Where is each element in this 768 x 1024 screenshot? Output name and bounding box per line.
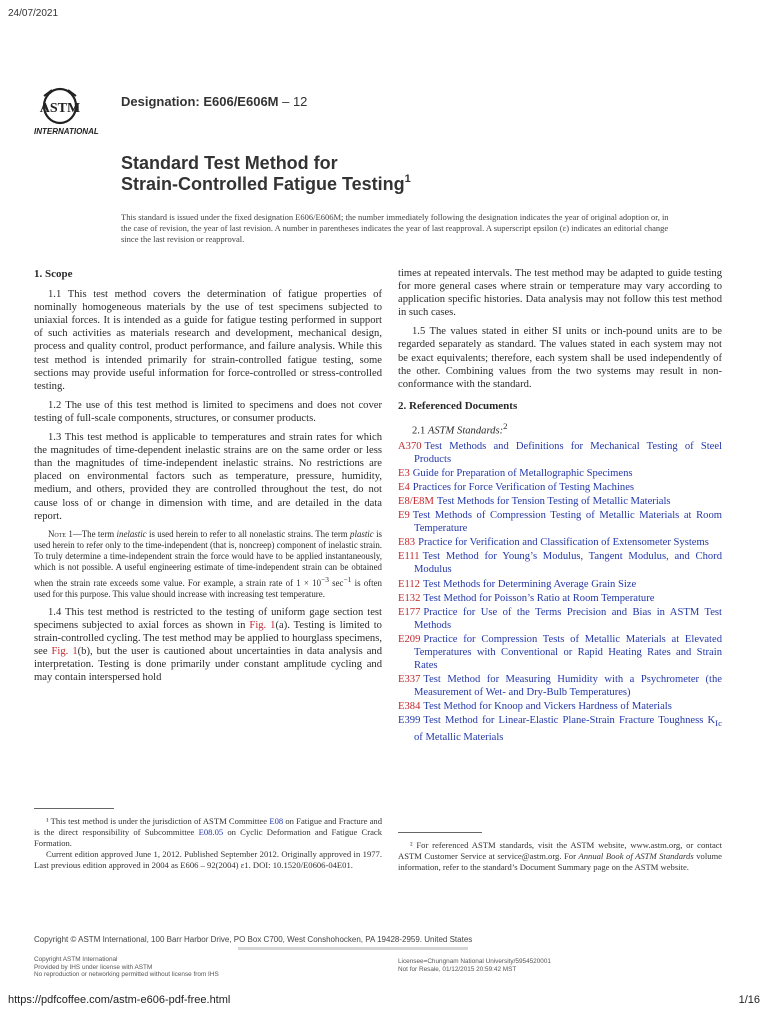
title-line-2: Strain-Controlled Fatigue Testing	[121, 174, 405, 194]
term-inelastic: inelastic	[116, 528, 147, 539]
reference-title: Test Method for Knoop and Vickers Hardness of Materials	[423, 701, 672, 713]
license-info-right: Licensee=Chungnam National University/5954520001 Not for Resale, 01/12/2015 20:59:42 MST	[398, 958, 551, 973]
reference-code-link[interactable]: E8/E8M	[398, 495, 434, 507]
current-edition-note: Current edition approved June 1, 2012. Published September 2012. Originally approved in 1977. Last previous edition approved in 2004 as E606 – 92(2004) ε1. DOI: 10.1520/E0606-04E01.	[34, 849, 382, 870]
astm-logo-mark	[40, 89, 80, 123]
print-date: 24/07/2021	[8, 8, 59, 19]
reference-item	[398, 673, 722, 699]
reference-item: E399 Test Method for Linear-Elastic Plane-Strain Fracture Toughness $K_{Ic}$ of Metallic Materials	[398, 715, 722, 743]
reference-item	[398, 550, 722, 576]
reference-code-link[interactable]: E3	[398, 467, 410, 479]
reference-title: Test Methods and Definitions for Mechanical Testing of Steel Products	[414, 440, 722, 465]
reference-item	[398, 633, 722, 672]
license-info-left: Copyright ASTM International Provided by IHS under license with ASTM No reproduction or networking permitted without license from IHS	[34, 956, 219, 979]
note-1: Note 1—The term inelastic is used herein to refer to all nonelastic strains. The term plastic is used herein to refer only to the time-independent (that is, noncreep) component of inelastic strain. To truly determine a time-independent strain the force would have to be applied instantaneously, which is not possible. A useful engineering estimate of time-independent strain can be obtained when the strain rate exceeds some value. For example, a strain rate of $1 \times 10^{-3}$ $\sec^{-1}$ is often used for this purpose. This value should increase with increasing test temperature.	[34, 528, 383, 599]
designation-revision: – 12	[278, 94, 308, 109]
reference-title: Test Methods for Determining Average Grain Size	[422, 578, 637, 590]
logo-text: ASTM	[39, 101, 81, 116]
reference-code-link[interactable]: E177	[398, 606, 421, 618]
reference-item	[398, 509, 722, 535]
reference-item	[398, 481, 722, 494]
reference-item	[398, 467, 722, 480]
astm-logo	[34, 84, 114, 138]
referenced-documents-heading: 2. Referenced Documents	[398, 399, 518, 412]
reference-item	[398, 536, 722, 549]
right-column	[398, 267, 722, 745]
left-column	[34, 268, 382, 690]
logo-subtext: INTERNATIONAL	[34, 127, 99, 136]
reference-item	[398, 440, 722, 466]
title-line-1: Standard Test Method for	[121, 153, 338, 173]
reference-code-link[interactable]: E132	[398, 592, 421, 604]
paragraph-1-5: 1.5 The values stated in either SI units or inch-pound units are to be regarded separately as standard. The values stated in each system may not be exact equivalents; therefore, each system shall be used independently of the other. Combining values from the two systems may result in non-conformance with the standard.	[398, 326, 722, 390]
reference-title: Practice for Verification and Classification of Extensometer Systems	[418, 537, 709, 549]
paragraph-1-1: 1.1 This test method covers the determination of fatigue properties of nominally homogeneous materials by the use of test specimens subjected to uniaxial forces. It is intended as a guide for fatigue testing performed in support of such activities as materials research and development, mechanical design, process and quality control, product performance, and failure analysis. While this test method is intended primarily for strain-controlled fatigue testing, some sections may provide useful information for force-controlled or stress-controlled testing.	[34, 289, 382, 392]
reference-item	[398, 700, 722, 713]
page-number: 1/16	[738, 994, 760, 1006]
paragraph-1-3: 1.3 This test method is applicable to temperatures and strain rates for which the magnitudes of time-dependent inelastic strains are on the same order or less than the magnitudes of time-independent inelastic strains. No restrictions are placed on environmental factors such as temperature, pressure, humidity, medium, and others, provided they are controlled throughout the test, do not cause loss of or change in dimension with time, and are detailed in the data report.	[34, 432, 382, 522]
reference-title: Practice for Compression Tests of Metallic Materials at Elevated Temperatures with Conventional or Rapid Heating Rates and Strain Rates	[414, 633, 722, 672]
reference-item	[398, 606, 722, 632]
term-plastic: plastic	[350, 528, 374, 539]
referenced-standards-list	[398, 440, 722, 714]
paragraph-1-4-continued: times at repeated intervals. The test method may be adapted to guide testing for more general cases where strain or temperature may vary according to application specific histories. Data analysis may not follow this test method in such cases.	[398, 268, 722, 319]
reference-code-link[interactable]: A370	[398, 440, 422, 452]
footnote-1: ¹ This test method is under the jurisdiction of ASTM Committee E08 on Fatigue and Fracture and is the direct responsibility of Subcommittee E08.05 on Cyclic Deformation and Fatigue Crack Formation. Current edition approved June 1, 2012. Published September 2012. Originally approved in 1977. Last previous edition approved in 2004 as E606 – 92(2004) ε1. DOI: 10.1520/E0606-04E01.	[34, 816, 382, 870]
reference-item	[398, 495, 722, 508]
referenced-standards-list-last	[398, 714, 722, 743]
astm-standards-subheading: 2.1 ASTM Standards:$^2$	[412, 420, 508, 437]
reference-code-link[interactable]: E9	[398, 510, 410, 522]
footnote-rule-left	[34, 808, 114, 809]
reference-code-link[interactable]: E337	[398, 674, 421, 686]
reference-item	[398, 578, 722, 591]
reference-code-link[interactable]: E83	[398, 537, 416, 549]
footnote-2: ² For referenced ASTM standards, visit the ASTM website, www.astm.org, or contact ASTM Customer Service at service@astm.org. For Annual Book of ASTM Standards volume information, refer to the standard’s Document Summary page on the ASTM website.	[398, 840, 722, 872]
reference-title: Test Methods for Tension Testing of Metallic Materials	[436, 495, 671, 507]
fig-1b-link[interactable]: Fig. 1	[51, 646, 78, 658]
designation	[121, 94, 307, 109]
faded-watermark-line	[238, 947, 468, 950]
title-footnote-mark: 1	[404, 173, 411, 185]
reference-title: Practices for Force Verification of Testing Machines	[412, 481, 635, 493]
reference-code-link[interactable]: E4	[398, 481, 410, 493]
reference-title: Practice for Use of the Terms Precision and Bias in ASTM Test Methods	[414, 606, 722, 631]
paragraph-1-4: 1.4 This test method is restricted to the testing of uniform gage section test specimens subjected to axial forces as shown in Fig. 1(a). Testing is limited to strain-controlled cycling. The test method may be applied to hourglass specimens, see Fig. 1(b), but the user is cautioned about uncertainties in data analysis and interpretation. Testing is done primarily under constant amplitude cycling and may contain interspersed hold	[34, 606, 382, 684]
copyright-line: Copyright © ASTM International, 100 Barr Harbor Drive, PO Box C700, West Conshohocken, PA 19428-2959. United States	[34, 935, 473, 944]
committee-e08-link[interactable]: E08	[269, 816, 284, 826]
reference-code-link[interactable]: E112	[398, 578, 420, 590]
reference-title: Guide for Preparation of Metallographic Specimens	[412, 467, 633, 479]
scope-heading: 1. Scope	[34, 268, 73, 280]
reference-title: Test Method for Young’s Modulus, Tangent Modulus, and Chord Modulus	[414, 551, 722, 576]
footnote-rule-right	[398, 832, 482, 833]
issuance-statement: This standard is issued under the fixed designation E606/E606M; the number immediately following the designation indicates the year of original adoption or, in the case of revision, the year of last revision. A number in parentheses indicates the year of last reapproval. A superscript epsilon (ε) indicates an editorial change since the last revision or reapproval.	[121, 212, 669, 244]
reference-item	[398, 592, 722, 605]
document-title	[121, 153, 411, 195]
subcommittee-e08-05-link[interactable]: E08.05	[198, 827, 224, 837]
reference-code-link[interactable]: E111	[398, 551, 420, 563]
reference-title: Test Method for Poisson’s Ratio at Room Temperature	[423, 592, 655, 604]
designation-label: Designation: E606/E606M	[121, 94, 279, 109]
note-1-label: Note 1	[48, 528, 73, 539]
page-url[interactable]: https://pdfcoffee.com/astm-e606-pdf-free.html	[8, 994, 231, 1006]
reference-code-link[interactable]: E399	[398, 715, 421, 727]
reference-code-link[interactable]: E209	[398, 633, 421, 645]
reference-title: Test Method for Measuring Humidity with a Psychrometer (the Measurement of Wet- and Dry-Bulb Temperatures)	[414, 674, 722, 699]
reference-code-link[interactable]: E384	[398, 701, 421, 713]
fig-1-link[interactable]: Fig. 1	[249, 619, 276, 631]
reference-title: Test Methods of Compression Testing of Metallic Materials at Room Temperature	[412, 510, 722, 535]
paragraph-1-2: 1.2 The use of this test method is limited to specimens and does not cover testing of full-scale components, structures, or consumer products.	[34, 399, 382, 424]
